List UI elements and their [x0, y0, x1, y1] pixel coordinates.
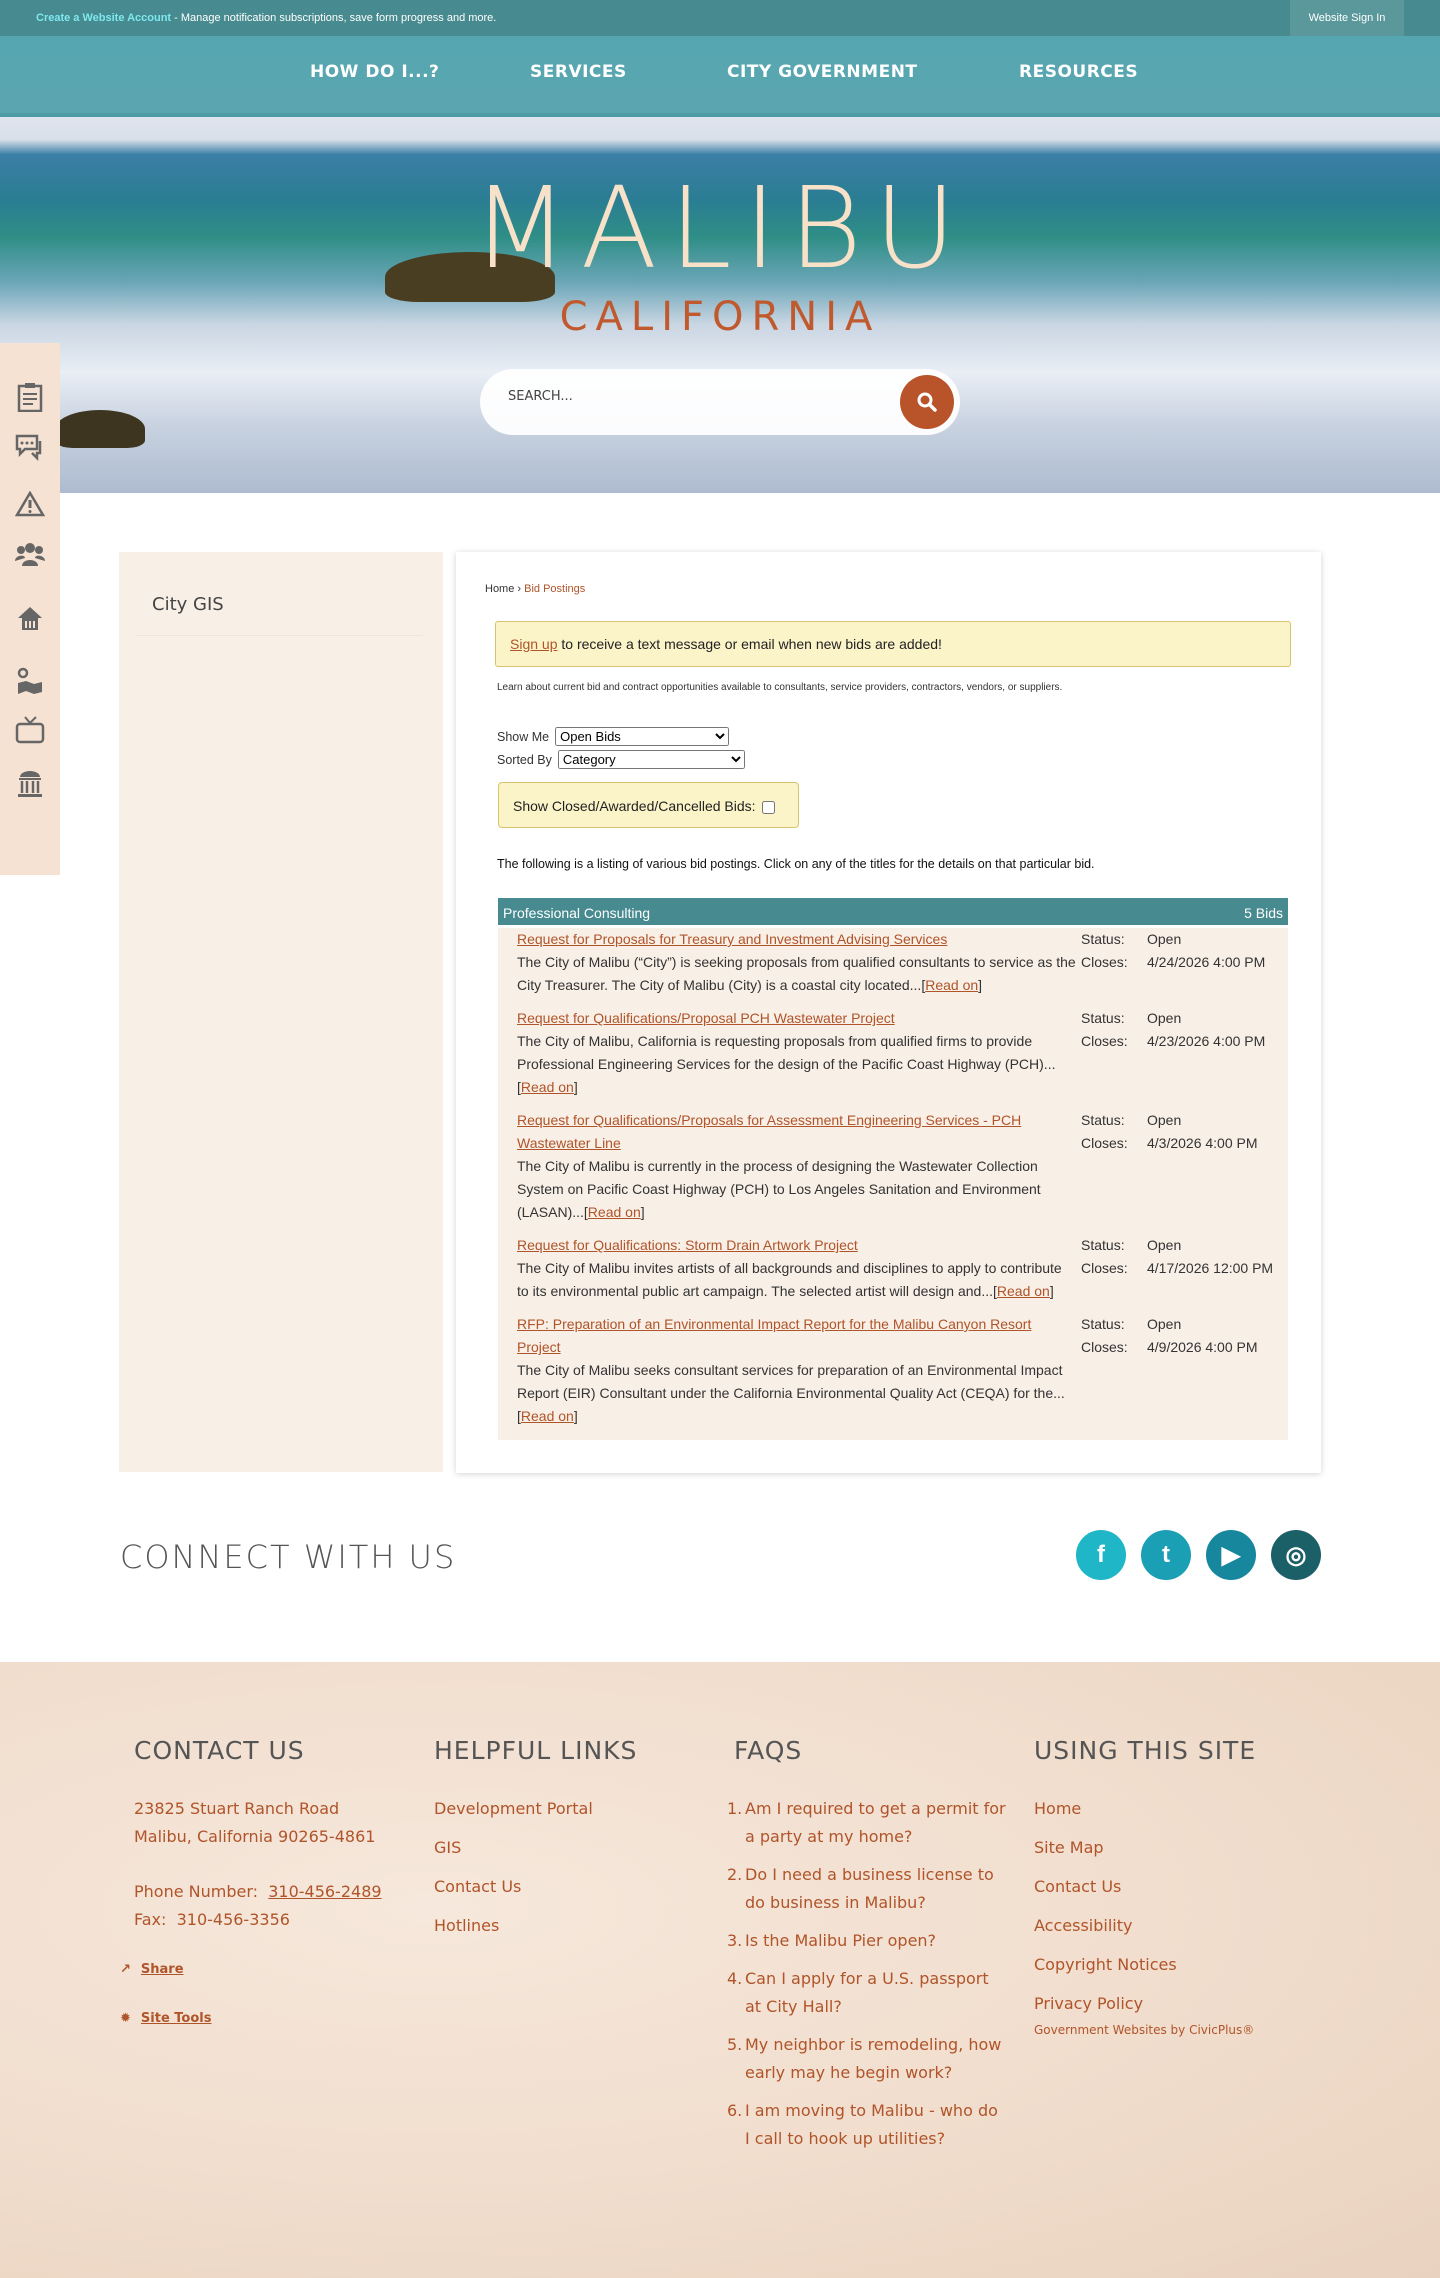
twitter-icon: t [1162, 1541, 1170, 1568]
site-tools-label: Site Tools [140, 2011, 212, 2026]
bid-count: 5 Bids [1244, 905, 1283, 921]
bid-title-link[interactable]: Request for Qualifications: Storm Drain Artwork Project [517, 1237, 858, 1253]
people-icon[interactable] [14, 538, 46, 570]
top-bar [0, 0, 1440, 36]
website-sign-in-button[interactable]: Website Sign In [1290, 0, 1404, 36]
bid-close-date: 4/17/2026 12:00 PM [1147, 1260, 1274, 1276]
using-site-link[interactable]: Privacy Policy [1034, 1994, 1144, 2013]
faq-link[interactable]: I am moving to Malibu - who do I call to hook up utilities? [745, 2101, 998, 2148]
government-building-icon[interactable] [14, 767, 46, 799]
footer-helpful-links [434, 1736, 714, 1951]
bid-close-date: 4/9/2026 4:00 PM [1147, 1339, 1258, 1355]
intro-text: Learn about current bid and contract opportunities available to consultants, service providers, contractors, vendors, or suppliers. [497, 682, 1063, 693]
breadcrumb-bid-postings[interactable]: Bid Postings [524, 583, 586, 595]
twitter-button[interactable] [1141, 1530, 1191, 1580]
using-site-link[interactable]: Site Map [1034, 1838, 1104, 1857]
faq-item[interactable] [727, 2097, 1007, 2153]
fax-number: 310-456-3356 [176, 1910, 290, 1929]
phone-label: Phone Number: [134, 1882, 259, 1901]
closes-label: Closes: [1081, 1339, 1128, 1355]
faq-number: 4. [727, 1969, 743, 1988]
site-search [480, 369, 960, 435]
closed-bids-checkbox[interactable] [762, 801, 775, 814]
search-button[interactable] [900, 375, 954, 429]
status-label: Status: [1081, 1010, 1125, 1026]
using-site-link[interactable]: Home [1034, 1799, 1082, 1818]
bid-status: Open [1147, 1237, 1182, 1253]
bid-title-link[interactable]: Request for Proposals for Treasury and Investment Advising Services [517, 931, 948, 947]
closed-bids-label: Show Closed/Awarded/Cancelled Bids: [513, 798, 756, 814]
using-site-link[interactable]: Copyright Notices [1034, 1955, 1177, 1974]
show-me-label: Show Me [497, 730, 550, 744]
site-tools-button[interactable] [120, 2011, 211, 2026]
quick-links-rail [0, 343, 60, 875]
bid-row: Request for Qualifications: Storm Drain Artwork Project The City of Malibu invites artists of all backgrounds and disciplines to apply to contribute to its environmental public art campaign. The selected artist will design and...[Read on] Status: Open Closes: 4/17/2026 12:00 PM [498, 1234, 1288, 1313]
sidebar-item-city-gis[interactable]: City GIS [152, 594, 224, 615]
youtube-button[interactable] [1206, 1530, 1256, 1580]
breadcrumb-home[interactable]: Home [485, 583, 515, 595]
read-on-link[interactable]: Read on [587, 1204, 641, 1220]
facebook-button[interactable] [1076, 1530, 1126, 1580]
bid-postings-content [456, 552, 1321, 1473]
logo-malibu: MALIBU [472, 164, 968, 294]
sorted-by-select[interactable] [558, 750, 745, 769]
fax-label: Fax: [134, 1910, 167, 1929]
footer-contact [134, 1736, 414, 1934]
signup-notice [495, 621, 1291, 667]
faq-number: 2. [727, 1865, 743, 1884]
read-on-link[interactable]: Read on [925, 977, 979, 993]
using-site-link[interactable]: Contact Us [1034, 1877, 1122, 1896]
bid-close-date: 4/3/2026 4:00 PM [1147, 1135, 1258, 1151]
status-label: Status: [1081, 1237, 1125, 1253]
closed-bids-filter [498, 782, 799, 828]
faq-item[interactable] [727, 2031, 1007, 2087]
read-on-link[interactable]: Read on [520, 1079, 574, 1095]
main-nav [0, 36, 1440, 117]
bid-row: Request for Qualifications/Proposals for Assessment Engineering Services - PCH Wastewater Line The City of Malibu is currently in the process of designing the Wastewater Collection System on Pacific Coast Highway (PCH) to Los Angeles Sanitation and Environment (LASAN)...[Read on] Status: Open Closes: 4/3/2026 4:00 PM [498, 1109, 1288, 1234]
divider [136, 635, 423, 636]
bid-title-link[interactable]: Request for Qualifications/Proposals for Assessment Engineering Services - PCH Wastewater Line [517, 1112, 1022, 1151]
bid-row: RFP: Preparation of an Environmental Impact Report for the Malibu Canyon Resort Project The City of Malibu seeks consultant services for preparation of an Environmental Impact Report (EIR) Consultant under the California Environmental Quality Act (CEQA) for the...[Read on] Status: Open Closes: 4/9/2026 4:00 PM [498, 1313, 1288, 1438]
bid-status: Open [1147, 1010, 1182, 1026]
closes-label: Closes: [1081, 1135, 1128, 1151]
faq-link[interactable]: Do I need a business license to do business in Malibu? [745, 1865, 994, 1912]
status-label: Status: [1081, 931, 1125, 947]
bid-description: The City of Malibu seeks consultant services for preparation of an Environmental Impact Report (EIR) Consultant under the California Environmental Quality Act (CEQA) for the... [517, 1362, 1065, 1401]
youtube-icon: ▶ [1221, 1541, 1241, 1569]
instagram-icon: ◎ [1285, 1541, 1307, 1569]
using-site-link[interactable]: Accessibility [1034, 1916, 1133, 1935]
chat-icon[interactable] [14, 431, 46, 463]
sorted-by-label: Sorted By [497, 753, 552, 767]
nav-city-government[interactable]: CITY GOVERNMENT [727, 62, 918, 82]
map-pin-icon[interactable] [14, 665, 46, 697]
faq-item[interactable] [727, 1795, 1007, 1851]
closes-label: Closes: [1081, 1033, 1128, 1049]
faq-item[interactable] [727, 1965, 1007, 2021]
footer [0, 1662, 1440, 2278]
faq-number: 3. [727, 1931, 743, 1950]
helpful-link[interactable]: Hotlines [434, 1916, 500, 1935]
category-name: Professional Consulting [503, 905, 651, 921]
instagram-button[interactable] [1271, 1530, 1321, 1580]
faqs-heading: FAQS [734, 1736, 803, 1765]
bid-description: The City of Malibu, California is requesting proposals from qualified firms to provide Professional Engineering Services for the design of the Pacific Coast Highway (PCH)... [517, 1033, 1056, 1072]
address-line-1: 23825 Stuart Ranch Road [134, 1799, 340, 1818]
helpful-link[interactable]: Contact Us [434, 1877, 522, 1896]
nav-services[interactable]: SERVICES [530, 62, 627, 82]
bid-status: Open [1147, 931, 1182, 947]
logo-california: CALIFORNIA [559, 294, 881, 340]
faq-link[interactable]: Is the Malibu Pier open? [745, 1931, 937, 1950]
bid-title-link[interactable]: RFP: Preparation of an Environmental Impact Report for the Malibu Canyon Resort Project [517, 1316, 1032, 1355]
address-line-2: Malibu, California 90265-4861 [134, 1827, 376, 1846]
faq-number: 6. [727, 2101, 743, 2120]
nav-how-do-i[interactable]: HOW DO I...? [310, 62, 440, 82]
gear-icon: ✹ [120, 2011, 131, 2026]
bid-table [498, 898, 1288, 1440]
faq-number: 1. [727, 1799, 743, 1818]
using-site-heading: USING THIS SITE [1034, 1736, 1257, 1765]
home-icon[interactable] [14, 602, 46, 634]
share-label: Share [140, 1962, 184, 1977]
category-header [498, 898, 1288, 928]
share-button[interactable] [120, 1962, 184, 1977]
status-label: Status: [1081, 1112, 1125, 1128]
bid-row: Request for Qualifications/Proposal PCH Wastewater Project The City of Malibu, California is requesting proposals from qualified firms to provide Professional Engineering Services for the design of the Pacific Coast Highway (PCH)...[Read on] Status: Open Closes: 4/23/2026 4:00 PM [498, 1007, 1288, 1109]
faq-item[interactable] [727, 1927, 1007, 1955]
contact-heading: CONTACT US [134, 1736, 305, 1765]
bid-status: Open [1147, 1316, 1182, 1332]
bid-close-date: 4/24/2026 4:00 PM [1147, 954, 1266, 970]
footer-faqs [727, 1736, 1007, 2163]
bid-description: The City of Malibu is currently in the process of designing the Wastewater Collection System on Pacific Coast Highway (PCH) to Los Angeles Sanitation and Environment (LASAN)... [517, 1158, 1041, 1220]
facebook-icon: f [1097, 1541, 1105, 1568]
signup-text: to receive a text message or email when new bids are added! [557, 636, 942, 652]
read-on-link[interactable]: Read on [996, 1283, 1050, 1299]
breadcrumb-separator: › [517, 583, 522, 595]
bid-status: Open [1147, 1112, 1182, 1128]
search-input[interactable] [508, 389, 868, 404]
civicplus-link[interactable]: Government Websites by CivicPlus® [1034, 2023, 1255, 2037]
show-me-select[interactable] [555, 727, 729, 746]
create-account-link[interactable]: Create a Website Account [36, 12, 172, 24]
faq-number: 5. [727, 2035, 743, 2054]
bid-title-link[interactable]: Request for Qualifications/Proposal PCH Wastewater Project [517, 1010, 895, 1026]
faq-link[interactable]: Am I required to get a permit for a party at my home? [745, 1799, 1006, 1846]
bid-row: Request for Proposals for Treasury and Investment Advising Services The City of Malibu (“City”) is seeking proposals from qualified consultants to service as the City Treasurer. The City of Malibu (City) is a coastal city located...[Read on] Status: Open Closes: 4/24/2026 4:00 PM [498, 928, 1288, 1007]
nav-resources[interactable]: RESOURCES [1019, 62, 1139, 82]
sign-up-link[interactable]: Sign up [510, 636, 558, 652]
side-navigation [119, 552, 443, 1472]
hero-banner [0, 117, 1440, 493]
faq-item[interactable] [727, 1861, 1007, 1917]
listing-description: The following is a listing of various bid postings. Click on any of the titles for the details on that particular bid. [497, 857, 1095, 871]
read-on-link[interactable]: Read on [520, 1408, 574, 1424]
closes-label: Closes: [1081, 1260, 1128, 1276]
helpful-links-heading: HELPFUL LINKS [434, 1736, 638, 1765]
closes-label: Closes: [1081, 954, 1128, 970]
breadcrumb [485, 583, 585, 595]
connect-heading: CONNECT WITH US [120, 1538, 457, 1576]
rock-image [55, 410, 145, 448]
share-icon: ↗ [120, 1962, 131, 1977]
topbar-message: - Manage notification subscriptions, save form progress and more. [171, 12, 497, 24]
tv-icon[interactable] [14, 714, 46, 746]
faq-link[interactable]: Can I apply for a U.S. passport at City Hall? [745, 1969, 989, 2016]
footer-using-site [1034, 1736, 1314, 2037]
phone-link[interactable]: 310-456-2489 [268, 1882, 382, 1901]
bid-description: The City of Malibu invites artists of all backgrounds and disciplines to apply to contribute to its environmental public art campaign. The selected artist will design and... [517, 1260, 1062, 1299]
bid-close-date: 4/23/2026 4:00 PM [1147, 1033, 1266, 1049]
warning-icon[interactable] [14, 488, 46, 520]
clipboard-icon[interactable] [14, 381, 46, 413]
status-label: Status: [1081, 1316, 1125, 1332]
helpful-link[interactable]: GIS [434, 1838, 462, 1857]
search-icon [916, 391, 938, 413]
bid-description: The City of Malibu (“City”) is seeking proposals from qualified consultants to service as the City Treasurer. The City of Malibu (City) is a coastal city located... [517, 954, 1076, 993]
helpful-link[interactable]: Development Portal [434, 1799, 593, 1818]
faq-link[interactable]: My neighbor is remodeling, how early may he begin work? [745, 2035, 1002, 2082]
